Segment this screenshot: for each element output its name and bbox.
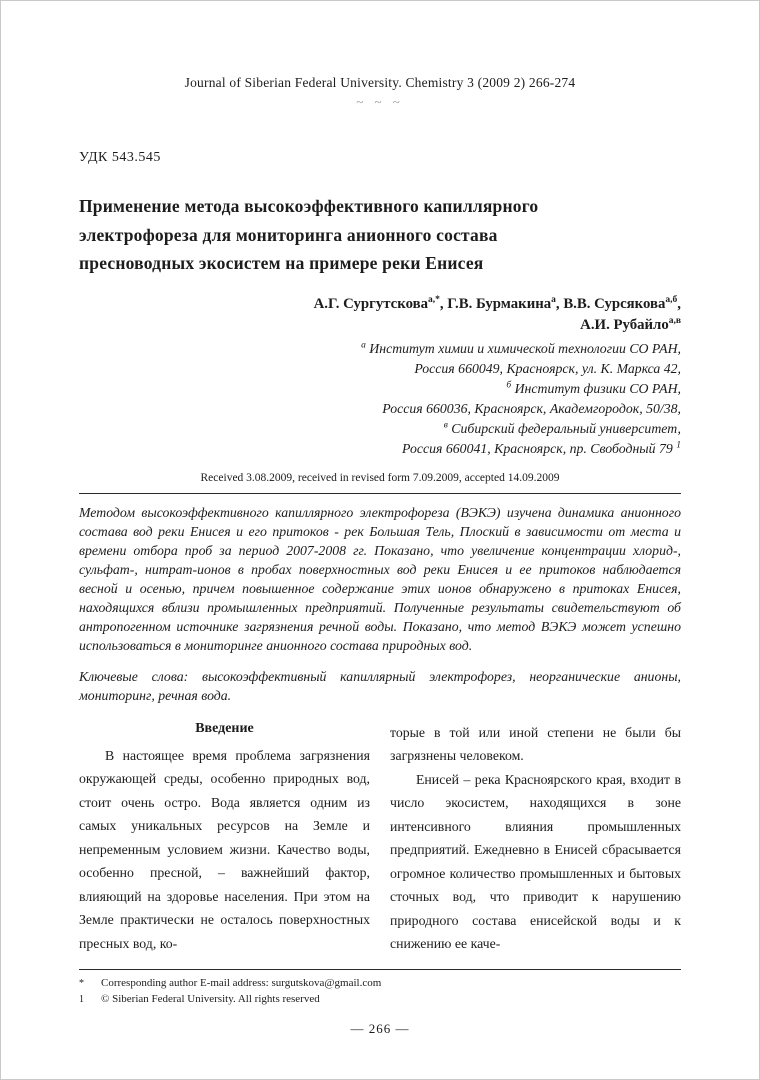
journal-citation: Journal of Siberian Federal University. Chemistry 3 (2009 2) 266-274 [184, 75, 576, 90]
title-line-1: Применение метода высокоэффективного капиллярного [79, 196, 539, 216]
abstract-divider [79, 493, 681, 494]
affiliations-block [79, 339, 681, 459]
footnote-text: Corresponding author E-mail address: surgutskova@gmail.com [101, 977, 382, 989]
affiliation-sup: в [443, 419, 448, 430]
udc-code: УДК 543.545 [79, 150, 161, 165]
author-affiliation-sup: а [551, 294, 556, 305]
author-name: А.И. Рубайло [580, 316, 669, 333]
author-affiliation-sup: а,б [665, 294, 678, 305]
affiliation-line [79, 339, 681, 359]
footnote [79, 992, 681, 1008]
footnote-text: © Siberian Federal University. All rights reserved [101, 992, 320, 1005]
footnote-block [79, 969, 681, 1007]
page-number: — 266 — [350, 1021, 410, 1036]
ornament-tildes: ~ ~ ~ [356, 94, 404, 109]
affiliation-text: Россия 660036, Красноярск, Академгородок, 50/38, [382, 400, 681, 416]
two-column-body [79, 721, 681, 973]
title-line-3: пресноводных экосистем на примере реки Енисея [79, 253, 484, 273]
affiliation-text: Институт химии и химической технологии СО РАН, [365, 340, 681, 356]
authors-line-1 [79, 294, 681, 315]
body-paragraph: Енисей – река Красноярского края, входит в число экосистем, находящихся в зоне интенсивного влияния промышленных предприятий. Ежедневно в Енисей сбрасывается огромное количество промышленных и бытовых сточных вод, что приводит к нарушению природного состава енисейской воды и к снижению ее каче- [390, 771, 681, 951]
footnote-marker: 1 [79, 993, 84, 1005]
footnote-marker: * [79, 978, 84, 989]
footnote [79, 976, 681, 992]
author-separator: , [677, 295, 681, 312]
title-line-2: электрофореза для мониторинга анионного состава [79, 224, 498, 245]
body-paragraph: В настоящее время проблема загрязнения окружающей среды, особенно природных вод, стоит очень остро. Вода является одним из самых уникальных ресурсов на Земле и непременным условием жизни. Качество воды, особенно пресной, – важнейший фактор, влияющий на здоровье населения. При этом на Земле практически не осталось поверхностных пресных вод, ко- [79, 747, 370, 951]
affiliation-line [79, 399, 681, 419]
left-column [79, 721, 370, 973]
affiliation-line [79, 439, 681, 459]
section-heading-introduction: Введение [195, 720, 254, 736]
journal-header [79, 75, 681, 110]
right-column [390, 721, 681, 973]
author-affiliation-sup: а,* [427, 294, 440, 305]
author-name: А.Г. Сургутскова [313, 295, 428, 312]
abstract-text: Методом высокоэффективного капиллярного электрофореза (ВЭКЭ) изучена динамика анионного состава вод реки Енисея и его притоков - рек Большая Тель, Плоский в зависимости от места и времени отбора проб за период 2007-2008 гг. Показано, что увеличение концентрации хлорид-, сульфат-, нитрат-ионов в пробах поверхностных вод реки Енисея и ее притоков наблюдается весной и осенью, причем повышенное содержание этих ионов обнаружено в притоках Енисея, находящихся вблизи промышленных предприятий. Полученные результаты свидетельствуют об антропогенном источнике загрязнения речной воды. Показано, что метод ВЭКЭ может успешно использоваться в мониторинге анионного состава природных вод. [79, 504, 681, 653]
author-separator: , [439, 295, 448, 312]
author-affiliation-sup: а,в [668, 315, 681, 326]
affiliation-tail-sup: 1 [676, 439, 681, 450]
affiliation-text: Россия 660041, Красноярск, пр. Свободный 79 [402, 440, 677, 456]
keywords-text: Ключевые слова: высокоэффективный капиллярный электрофорез, неорганические анионы, мониторинг, речная вода. [79, 668, 681, 703]
authors-block [79, 294, 681, 336]
affiliation-line [79, 359, 681, 379]
author-separator: , [555, 295, 564, 312]
authors-line-2 [79, 315, 681, 336]
author-name: В.В. Сурсякова [563, 295, 666, 312]
author-name: Г.В. Бурмакина [447, 295, 552, 312]
affiliation-text: Институт физики СО РАН, [511, 380, 681, 396]
affiliation-line [79, 379, 681, 399]
received-line: Received 3.08.2009, received in revised form 7.09.2009, accepted 14.09.2009 [200, 471, 560, 484]
article-title [79, 192, 681, 278]
affiliation-line [79, 419, 681, 439]
affiliation-sup: б [506, 379, 512, 390]
body-paragraph: торые в той или иной степени не были бы загрязнены человеком. [390, 724, 681, 763]
affiliation-text: Россия 660049, Красноярск, ул. К. Маркса 42, [414, 360, 681, 376]
affiliation-text: Сибирский федеральный университет, [447, 420, 681, 436]
affiliation-sup: а [361, 339, 366, 350]
